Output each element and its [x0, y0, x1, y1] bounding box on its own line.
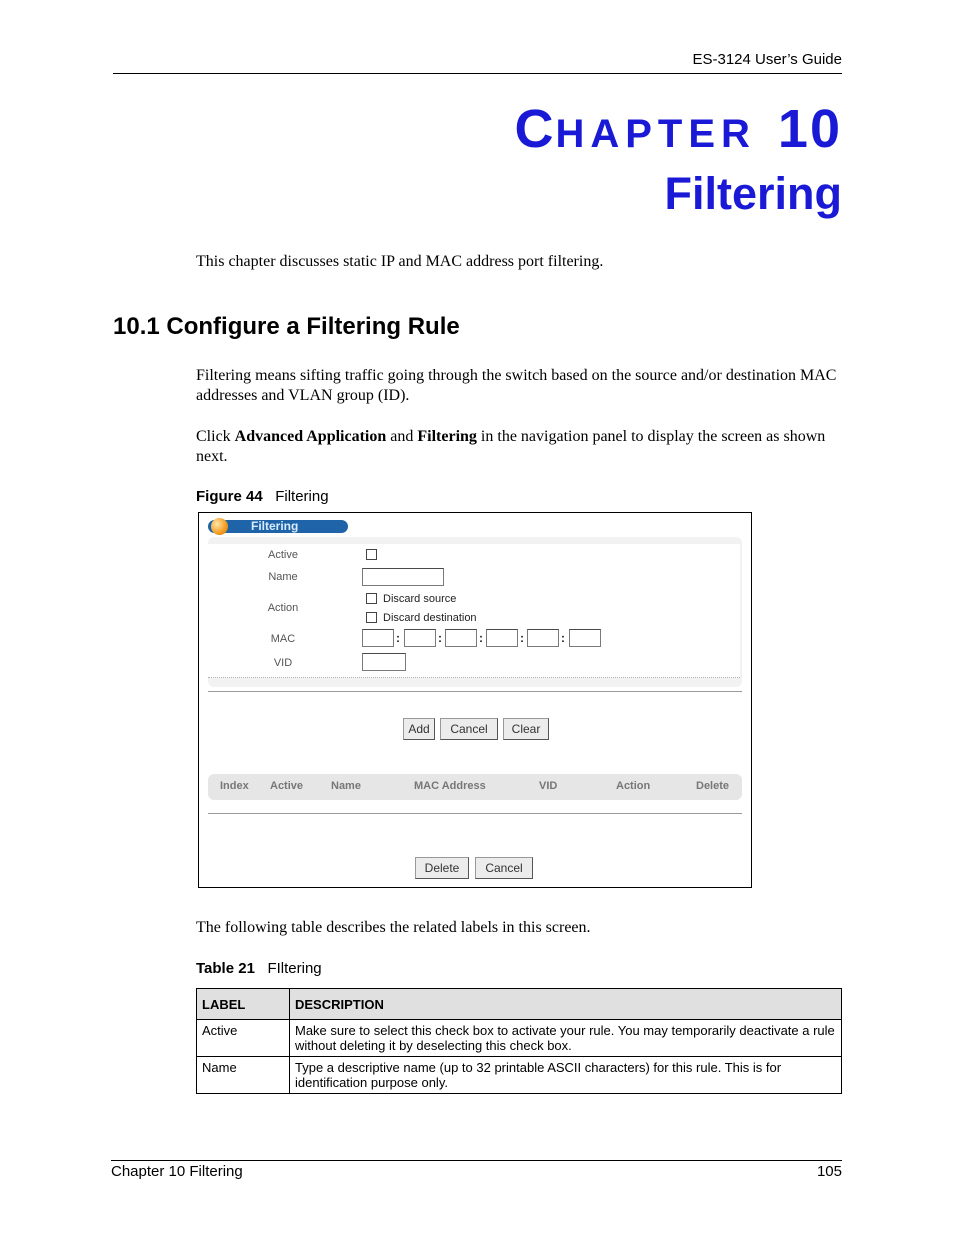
cancel-button[interactable]: Cancel	[440, 718, 498, 740]
table-row	[197, 1020, 842, 1057]
mac-octet-1-input[interactable]	[362, 629, 394, 647]
footer-divider	[111, 1160, 842, 1161]
screen-title: Filtering	[251, 519, 299, 533]
row-label: Active	[197, 1020, 290, 1057]
mac-octet-2-input[interactable]	[404, 629, 436, 647]
running-header: ES-3124 User’s Guide	[692, 51, 842, 68]
p2-bold-filtering: Filtering	[417, 428, 477, 445]
action-label: Action	[267, 602, 299, 614]
chapter-initial: C	[514, 99, 556, 159]
table-intro-text: The following table describes the related labels in this screen.	[196, 919, 591, 936]
mac-separator: :	[520, 631, 524, 645]
row-label: Name	[197, 1057, 290, 1094]
column-vid: VID	[539, 780, 558, 792]
column-mac-address: MAC Address	[414, 780, 486, 792]
mac-separator: :	[396, 631, 400, 645]
mac-octet-3-input[interactable]	[445, 629, 477, 647]
row-description: Type a descriptive name (up to 32 printable ASCII characters) for this rule. This is for identification purpose only.	[290, 1057, 842, 1094]
column-action: Action	[616, 780, 651, 792]
mac-octet-4-input[interactable]	[486, 629, 518, 647]
column-delete: Delete	[696, 780, 730, 792]
header-description: DESCRIPTION	[290, 989, 842, 1020]
table-row	[197, 1057, 842, 1094]
delete-button[interactable]: Delete	[415, 857, 469, 879]
table-caption	[196, 960, 322, 977]
title-orb-icon	[211, 518, 228, 535]
list-cancel-button[interactable]: Cancel	[475, 857, 533, 879]
mac-separator: :	[438, 631, 442, 645]
intro-paragraph: This chapter discusses static IP and MAC address port filtering.	[196, 253, 604, 270]
active-row	[208, 544, 740, 567]
table-header-row	[197, 989, 842, 1020]
mac-row	[208, 627, 740, 652]
column-active: Active	[270, 780, 304, 792]
clear-button[interactable]: Clear	[503, 718, 549, 740]
active-checkbox[interactable]	[366, 549, 377, 560]
label-description-table	[196, 988, 842, 1094]
name-input[interactable]	[362, 568, 444, 586]
chapter-word: HAPTER	[555, 112, 756, 156]
p2-bold-advanced-application: Advanced Application	[234, 428, 387, 445]
table-caption-label: Table 21	[196, 960, 255, 977]
column-index: Index	[220, 780, 249, 792]
mac-label: MAC	[270, 633, 296, 645]
figure-caption-label: Figure 44	[196, 488, 263, 505]
vid-label: VID	[273, 657, 293, 669]
vid-row	[208, 651, 740, 678]
header-divider	[113, 73, 842, 74]
mac-octet-6-input[interactable]	[569, 629, 601, 647]
mac-separator: :	[479, 631, 483, 645]
header-label: LABEL	[197, 989, 290, 1020]
rule-list-header	[208, 774, 742, 800]
name-row	[208, 566, 740, 590]
chapter-number: 10	[777, 99, 842, 159]
list-divider	[208, 813, 742, 814]
p2-text-pre: Click	[196, 428, 235, 445]
add-button[interactable]: Add	[403, 718, 435, 740]
discard-destination-label: Discard destination	[383, 612, 477, 624]
column-name: Name	[331, 780, 361, 792]
section-paragraph-2	[196, 427, 846, 467]
figure-caption	[196, 488, 329, 505]
p2-text-mid: and	[386, 428, 418, 445]
p2-text-post: in the navigation panel to display the screen as shown next.	[196, 428, 826, 465]
chapter-title: Filtering	[664, 168, 842, 219]
figure-caption-text: Filtering	[275, 488, 329, 505]
page-number: 105	[816, 1163, 842, 1180]
section-paragraph-1: Filtering means sifting traffic going through the switch based on the source and/or destination MAC addresses and VLAN group (ID).	[196, 367, 837, 404]
vid-input[interactable]	[362, 653, 406, 671]
discard-source-label: Discard source	[383, 593, 457, 605]
chapter-label	[514, 98, 842, 160]
name-label: Name	[268, 571, 298, 583]
mac-octet-5-input[interactable]	[527, 629, 559, 647]
table-caption-text: FIltering	[267, 960, 322, 977]
form-divider	[208, 691, 742, 692]
discard-source-checkbox[interactable]	[366, 593, 377, 604]
row-description: Make sure to select this check box to activate your rule. You may temporarily deactivate a rule without deleting it by deselecting this check box.	[290, 1020, 842, 1057]
action-row	[208, 589, 740, 628]
active-label: Active	[268, 549, 298, 561]
section-heading: 10.1 Configure a Filtering Rule	[113, 313, 460, 340]
mac-separator: :	[561, 631, 565, 645]
discard-destination-checkbox[interactable]	[366, 612, 377, 623]
footer-chapter: Chapter 10 Filtering	[111, 1163, 243, 1180]
filtering-screen-figure	[198, 512, 752, 888]
